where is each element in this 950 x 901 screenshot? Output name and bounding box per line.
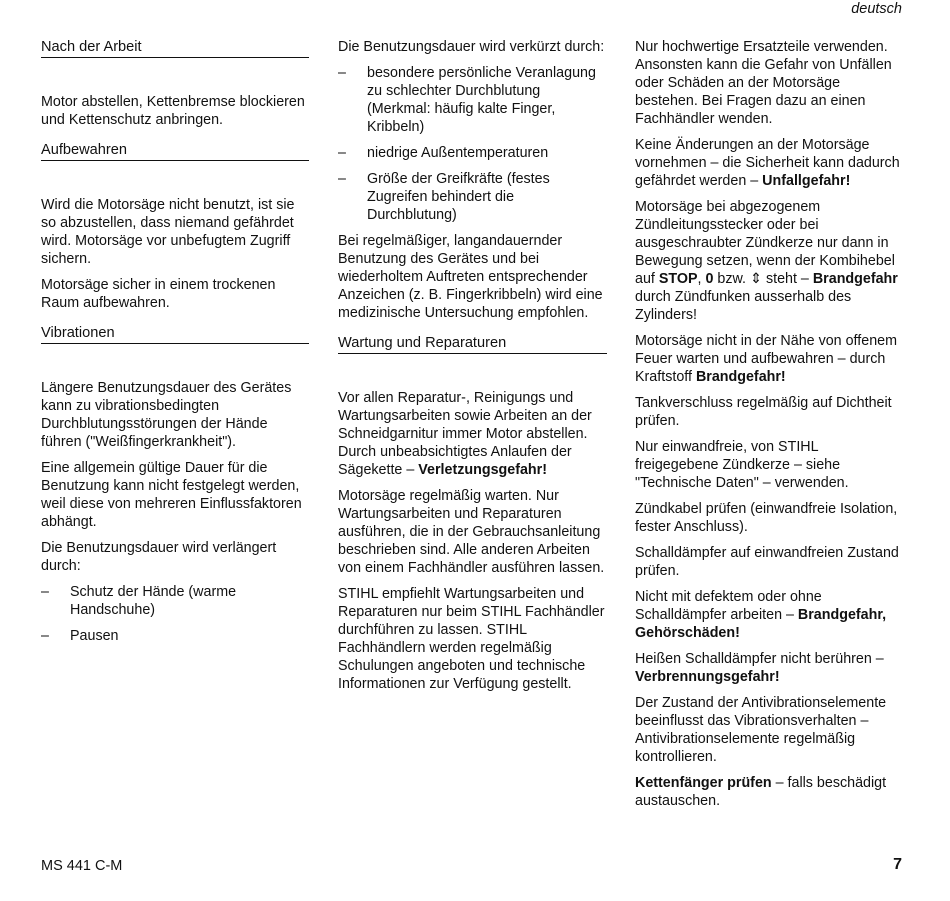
text: Nicht mit defektem oder ohne Schalldämpfer arbeiten – [635, 589, 822, 623]
column-middle [338, 38, 607, 701]
paragraph: Wird die Motorsäge nicht benutzt, ist sie so abzustellen, dass niemand gefährdet wird. Motorsäge vor unbefugtem Zugriff sichern. [41, 197, 295, 267]
paragraph: Motorsäge sicher in einem trockenen Raum aufbewahren. [41, 277, 276, 311]
paragraph [635, 588, 903, 642]
language-label: deutsch [851, 1, 902, 17]
paragraph: Die Benutzungsdauer wird verkürzt durch: [338, 39, 605, 55]
paragraph: Motor abstellen, Kettenbremse blockieren und Kettenschutz anbringen. [41, 94, 305, 128]
heading-wartung-und-reparaturen: Wartung und Reparaturen [338, 334, 607, 354]
text: Keine Änderungen an der Motorsäge vornehmen – die Sicherheit kann dadurch gefährdet werden – [635, 137, 900, 189]
paragraph [338, 389, 607, 479]
text: Heißen Schalldämpfer nicht berühren – [635, 651, 884, 667]
dash-list [41, 583, 309, 645]
paragraph: Bei regelmäßiger, langandauernder Benutzung des Gerätes und bei wiederholtem Auftreten entsprechender Anzeichen (z. B. Fingerkribbeln) wird eine medizinische Untersuchung empfohlen. [338, 233, 603, 321]
page-number: 7 [893, 856, 902, 873]
list-item: – niedrige Außentemperaturen [338, 144, 607, 162]
paragraph: Motorsäge regelmäßig warten. Nur Wartungsarbeiten und Reparaturen ausführen, die in der Gebrauchsanleitung beschrieben sind. Alle anderen Arbeiten von einem Fachhändler ausführen lassen. [338, 488, 605, 576]
paragraph: Schalldämpfer auf einwandfreien Zustand prüfen. [635, 545, 899, 579]
heading-nach-der-arbeit: Nach der Arbeit [41, 38, 309, 58]
warning-text: Brandgefahr, Gehörschäden! [635, 607, 887, 641]
paragraph [635, 198, 903, 324]
paragraph [635, 136, 903, 190]
warning-text: Brandgefahr! [695, 369, 786, 385]
text: Vor allen Reparatur-, Reinigungs und Wartungsarbeiten sowie Arbeiten an der Schneidgarnitur immer Motor abstellen. Durch unbeabsichtigtes Anlaufen der Sägekette – [338, 390, 592, 478]
paragraph: Nur hochwertige Ersatzteile verwenden. Ansonsten kann die Gefahr von Unfällen oder Schäden an der Motorsäge bestehen. Bei Fragen dazu an einen Fachhändler wenden. [635, 39, 892, 127]
warning-text: Verletzungsgefahr! [418, 462, 547, 478]
paragraph: STIHL empfiehlt Wartungsarbeiten und Reparaturen nur beim STIHL Fachhändler durchführen zu lassen. STIHL Fachhändlern werden regelmäßig Schulungen angeboten und technische Informationen zur Verfügung gestellt. [338, 586, 605, 692]
paragraph: Die Benutzungsdauer wird verlängert durch: [41, 540, 277, 574]
warning-text: Verbrennungsgefahr! [635, 669, 780, 685]
paragraph: Der Zustand der Antivibrationselemente beeinflusst das Vibrationsverhalten – Antivibrationselemente regelmäßig kontrollieren. [635, 695, 887, 765]
footer-model: MS 441 C-M [41, 858, 123, 874]
column-right [635, 38, 903, 818]
warning-text: Unfallgefahr! [762, 173, 851, 189]
text: – falls beschädigt austauschen. [635, 775, 887, 809]
stop-label: STOP [658, 271, 698, 287]
paragraph: Nur einwandfreie, von STIHL freigegebene Zündkerze – siehe "Technische Daten" – verwenden. [635, 439, 849, 491]
warning-text: Brandgefahr [812, 271, 898, 287]
column-left [41, 38, 309, 653]
zero-label: 0 [705, 271, 714, 287]
emphasis-text: Kettenfänger prüfen [635, 775, 772, 791]
heading-aufbewahren: Aufbewahren [41, 141, 309, 161]
paragraph: Eine allgemein gültige Dauer für die Benutzung kann nicht festgelegt werden, weil diese von mehreren Einflussfaktoren abhängt. [41, 460, 302, 530]
dash-list [338, 64, 607, 224]
list-item: – besondere persönliche Veranlagung zu schlechter Durchblutung (Merkmal: häufig kalte Finger, Kribbeln) [338, 64, 607, 136]
text: bzw. [713, 271, 750, 287]
paragraph: Längere Benutzungsdauer des Gerätes kann zu vibrationsbedingten Durchblutungsstörungen der Hände führen ("Weißfingerkrankheit"). [41, 380, 292, 450]
list-item: – Größe der Greifkräfte (festes Zugreifen behindert die Durchblutung) [338, 170, 607, 224]
text: , [697, 271, 706, 287]
paragraph [635, 332, 903, 386]
list-item: – Pausen [41, 627, 309, 645]
paragraph [635, 774, 903, 810]
paragraph [635, 650, 903, 686]
heading-vibrationen: Vibrationen [41, 324, 309, 344]
choke-symbol-icon: ⇕ [750, 271, 762, 287]
paragraph: Tankverschluss regelmäßig auf Dichtheit prüfen. [635, 395, 892, 429]
list-item: – Schutz der Hände (warme Handschuhe) [41, 583, 309, 619]
paragraph: Zündkabel prüfen (einwandfreie Isolation, fester Anschluss). [635, 501, 898, 535]
text: durch Zündfunken ausserhalb des Zylinders! [635, 289, 852, 323]
text: Motorsäge nicht in der Nähe von offenem Feuer warten und aufbewahren – durch Kraftstoff [635, 333, 898, 385]
text: Motorsäge bei abgezogenem Zündleitungsstecker oder bei ausgeschraubter Zündkerze nur dann in Bewegung setzen, wenn der Kombihebel auf [635, 199, 895, 287]
text: steht – [761, 271, 813, 287]
